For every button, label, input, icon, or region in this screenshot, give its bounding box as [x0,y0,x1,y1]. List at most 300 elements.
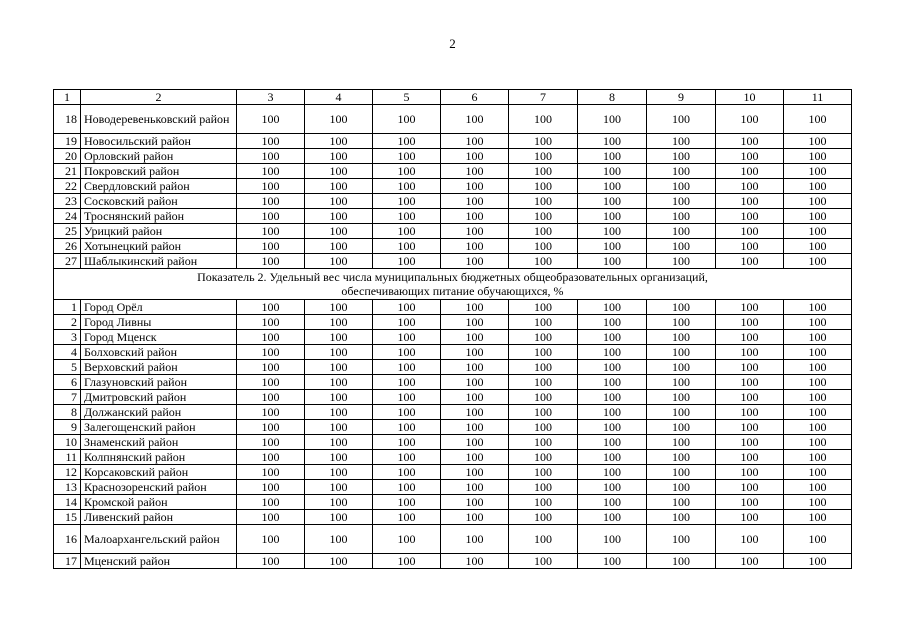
value-cell: 100 [509,254,578,269]
value-cell: 100 [578,224,647,239]
value-cell: 100 [784,345,852,360]
header-row [54,90,852,105]
value-cell: 100 [647,450,716,465]
table-row [54,405,852,420]
value-cell: 100 [647,194,716,209]
value-cell: 100 [305,465,373,480]
municipality-name: Шаблыкинский район [81,254,237,269]
section-heading-row [54,269,852,300]
value-cell: 100 [237,554,305,569]
municipality-name: Залегощенский район [81,420,237,435]
value-cell: 100 [509,179,578,194]
value-cell: 100 [441,375,509,390]
row-number: 13 [54,480,81,495]
value-cell: 100 [373,435,441,450]
value-cell: 100 [373,330,441,345]
table-row [54,239,852,254]
municipality-name: Мценский район [81,554,237,569]
value-cell: 100 [305,345,373,360]
header-cell: 4 [305,90,373,105]
value-cell: 100 [647,315,716,330]
municipality-name: Болховский район [81,345,237,360]
value-cell: 100 [784,330,852,345]
value-cell: 100 [784,149,852,164]
value-cell: 100 [509,390,578,405]
header-cell: 6 [441,90,509,105]
value-cell: 100 [373,450,441,465]
municipality-name: Сосковский район [81,194,237,209]
value-cell: 100 [305,239,373,254]
value-cell: 100 [305,179,373,194]
table-row [54,224,852,239]
value-cell: 100 [237,164,305,179]
value-cell: 100 [373,224,441,239]
value-cell: 100 [509,315,578,330]
value-cell: 100 [237,254,305,269]
table-row [54,194,852,209]
value-cell: 100 [716,465,784,480]
value-cell: 100 [305,405,373,420]
value-cell: 100 [373,510,441,525]
value-cell: 100 [373,480,441,495]
value-cell: 100 [578,179,647,194]
value-cell: 100 [716,330,784,345]
value-cell: 100 [647,345,716,360]
value-cell: 100 [509,465,578,480]
municipality-name: Город Орёл [81,300,237,315]
row-number: 15 [54,510,81,525]
value-cell: 100 [373,149,441,164]
value-cell: 100 [578,554,647,569]
value-cell: 100 [647,360,716,375]
municipality-name: Город Ливны [81,315,237,330]
value-cell: 100 [237,105,305,134]
value-cell: 100 [784,254,852,269]
value-cell: 100 [441,300,509,315]
value-cell: 100 [305,375,373,390]
municipality-name: Урицкий район [81,224,237,239]
municipality-name: Глазуновский район [81,375,237,390]
municipality-name: Малоархангельский район [81,525,237,554]
value-cell: 100 [578,435,647,450]
value-cell: 100 [373,375,441,390]
municipality-name: Колпнянский район [81,450,237,465]
value-cell: 100 [509,450,578,465]
value-cell: 100 [716,420,784,435]
value-cell: 100 [647,480,716,495]
municipality-name: Краснозоренский район [81,480,237,495]
value-cell: 100 [784,179,852,194]
value-cell: 100 [716,194,784,209]
value-cell: 100 [784,375,852,390]
value-cell: 100 [784,209,852,224]
header-cell: 5 [373,90,441,105]
value-cell: 100 [578,209,647,224]
value-cell: 100 [716,149,784,164]
header-cell: 2 [81,90,237,105]
row-number: 27 [54,254,81,269]
value-cell: 100 [784,405,852,420]
value-cell: 100 [373,554,441,569]
value-cell: 100 [647,420,716,435]
value-cell: 100 [578,164,647,179]
value-cell: 100 [373,254,441,269]
value-cell: 100 [578,149,647,164]
value-cell: 100 [441,390,509,405]
value-cell: 100 [305,254,373,269]
row-number: 21 [54,164,81,179]
value-cell: 100 [647,300,716,315]
value-cell: 100 [578,375,647,390]
municipality-name: Новодеревеньковский район [81,105,237,134]
value-cell: 100 [578,420,647,435]
value-cell: 100 [441,360,509,375]
value-cell: 100 [647,134,716,149]
value-cell: 100 [237,224,305,239]
value-cell: 100 [578,254,647,269]
value-cell: 100 [509,330,578,345]
value-cell: 100 [441,134,509,149]
table-row [54,420,852,435]
value-cell: 100 [305,149,373,164]
table-row [54,164,852,179]
municipality-name: Троснянский район [81,209,237,224]
value-cell: 100 [578,315,647,330]
row-number: 1 [54,300,81,315]
value-cell: 100 [441,239,509,254]
value-cell: 100 [237,450,305,465]
value-cell: 100 [237,315,305,330]
table-row [54,149,852,164]
table-row [54,360,852,375]
value-cell: 100 [237,405,305,420]
value-cell: 100 [716,315,784,330]
row-number: 18 [54,105,81,134]
value-cell: 100 [578,360,647,375]
value-cell: 100 [784,164,852,179]
value-cell: 100 [237,375,305,390]
value-cell: 100 [373,209,441,224]
value-cell: 100 [578,465,647,480]
value-cell: 100 [305,224,373,239]
value-cell: 100 [647,105,716,134]
value-cell: 100 [716,450,784,465]
value-cell: 100 [441,105,509,134]
value-cell: 100 [578,330,647,345]
value-cell: 100 [716,360,784,375]
value-cell: 100 [509,194,578,209]
value-cell: 100 [441,345,509,360]
value-cell: 100 [305,300,373,315]
value-cell: 100 [578,300,647,315]
value-cell: 100 [647,510,716,525]
value-cell: 100 [784,315,852,330]
row-number: 2 [54,315,81,330]
value-cell: 100 [509,525,578,554]
header-cell: 7 [509,90,578,105]
value-cell: 100 [716,134,784,149]
value-cell: 100 [716,405,784,420]
value-cell: 100 [441,495,509,510]
value-cell: 100 [373,495,441,510]
row-number: 25 [54,224,81,239]
table-row [54,465,852,480]
value-cell: 100 [237,239,305,254]
section-heading-line: обеспечивающих питание обучающихся, % [341,284,564,298]
table-row [54,179,852,194]
value-cell: 100 [509,209,578,224]
value-cell: 100 [373,525,441,554]
value-cell: 100 [509,300,578,315]
value-cell: 100 [237,179,305,194]
value-cell: 100 [305,194,373,209]
value-cell: 100 [237,420,305,435]
value-cell: 100 [578,525,647,554]
value-cell: 100 [305,420,373,435]
table-row [54,450,852,465]
value-cell: 100 [305,360,373,375]
section-heading-line: Показатель 2. Удельный вес числа муниципальных бюджетных общеобразовательных организаций, [197,270,708,284]
value-cell: 100 [647,224,716,239]
table-row [54,554,852,569]
value-cell: 100 [305,164,373,179]
value-cell: 100 [784,224,852,239]
value-cell: 100 [373,179,441,194]
value-cell: 100 [647,465,716,480]
value-cell: 100 [441,525,509,554]
value-cell: 100 [784,420,852,435]
value-cell: 100 [373,345,441,360]
row-number: 14 [54,495,81,510]
value-cell: 100 [784,239,852,254]
value-cell: 100 [578,239,647,254]
value-cell: 100 [441,179,509,194]
value-cell: 100 [237,194,305,209]
value-cell: 100 [373,405,441,420]
value-cell: 100 [373,360,441,375]
value-cell: 100 [441,554,509,569]
header-cell: 3 [237,90,305,105]
municipality-name: Хотынецкий район [81,239,237,254]
value-cell: 100 [373,315,441,330]
value-cell: 100 [578,450,647,465]
value-cell: 100 [373,134,441,149]
value-cell: 100 [509,164,578,179]
value-cell: 100 [716,390,784,405]
value-cell: 100 [305,495,373,510]
value-cell: 100 [509,239,578,254]
municipality-name: Новосильский район [81,134,237,149]
row-number: 9 [54,420,81,435]
value-cell: 100 [716,375,784,390]
value-cell: 100 [647,179,716,194]
value-cell: 100 [509,224,578,239]
value-cell: 100 [373,300,441,315]
value-cell: 100 [509,435,578,450]
value-cell: 100 [237,330,305,345]
municipality-name: Корсаковский район [81,465,237,480]
value-cell: 100 [441,224,509,239]
table-row [54,134,852,149]
value-cell: 100 [441,420,509,435]
row-number: 20 [54,149,81,164]
value-cell: 100 [305,510,373,525]
value-cell: 100 [237,510,305,525]
value-cell: 100 [237,300,305,315]
value-cell: 100 [509,510,578,525]
header-cell: 11 [784,90,852,105]
value-cell: 100 [716,480,784,495]
value-cell: 100 [237,360,305,375]
value-cell: 100 [647,390,716,405]
row-number: 26 [54,239,81,254]
value-cell: 100 [716,300,784,315]
value-cell: 100 [784,510,852,525]
value-cell: 100 [237,149,305,164]
value-cell: 100 [373,420,441,435]
page-number: 2 [449,36,456,51]
value-cell: 100 [647,330,716,345]
municipality-name: Верховский район [81,360,237,375]
value-cell: 100 [441,330,509,345]
value-cell: 100 [716,510,784,525]
row-number: 4 [54,345,81,360]
value-cell: 100 [237,345,305,360]
value-cell: 100 [509,134,578,149]
row-number: 7 [54,390,81,405]
header-cell: 8 [578,90,647,105]
value-cell: 100 [305,330,373,345]
value-cell: 100 [509,149,578,164]
value-cell: 100 [716,239,784,254]
value-cell: 100 [578,345,647,360]
value-cell: 100 [305,480,373,495]
value-cell: 100 [578,105,647,134]
value-cell: 100 [237,435,305,450]
value-cell: 100 [784,390,852,405]
municipality-name: Должанский район [81,405,237,420]
municipality-name: Дмитровский район [81,390,237,405]
value-cell: 100 [373,194,441,209]
value-cell: 100 [716,179,784,194]
value-cell: 100 [578,390,647,405]
value-cell: 100 [441,315,509,330]
value-cell: 100 [716,254,784,269]
value-cell: 100 [509,405,578,420]
value-cell: 100 [784,465,852,480]
table-row [54,300,852,315]
value-cell: 100 [237,209,305,224]
value-cell: 100 [647,149,716,164]
header-cell: 10 [716,90,784,105]
row-number: 16 [54,525,81,554]
value-cell: 100 [716,345,784,360]
value-cell: 100 [784,360,852,375]
value-cell: 100 [441,465,509,480]
municipality-name: Ливенский район [81,510,237,525]
value-cell: 100 [441,149,509,164]
row-number: 3 [54,330,81,345]
value-cell: 100 [305,209,373,224]
value-cell: 100 [237,465,305,480]
table-row [54,390,852,405]
value-cell: 100 [716,554,784,569]
value-cell: 100 [373,164,441,179]
table-row [54,105,852,134]
municipality-name: Знаменский район [81,435,237,450]
value-cell: 100 [305,525,373,554]
table-row [54,330,852,345]
value-cell: 100 [716,435,784,450]
table-row [54,525,852,554]
row-number: 5 [54,360,81,375]
value-cell: 100 [441,164,509,179]
value-cell: 100 [784,300,852,315]
value-cell: 100 [784,525,852,554]
value-cell: 100 [237,134,305,149]
section-heading [54,269,852,300]
municipality-name: Орловский район [81,149,237,164]
table-row [54,345,852,360]
value-cell: 100 [509,105,578,134]
value-cell: 100 [509,375,578,390]
table-row [54,254,852,269]
value-cell: 100 [784,495,852,510]
value-cell: 100 [441,510,509,525]
header-cell: 9 [647,90,716,105]
value-cell: 100 [784,134,852,149]
row-number: 24 [54,209,81,224]
value-cell: 100 [237,495,305,510]
value-cell: 100 [784,105,852,134]
row-number: 22 [54,179,81,194]
value-cell: 100 [647,209,716,224]
value-cell: 100 [647,375,716,390]
value-cell: 100 [305,435,373,450]
table-row [54,435,852,450]
value-cell: 100 [647,525,716,554]
value-cell: 100 [716,209,784,224]
value-cell: 100 [509,495,578,510]
value-cell: 100 [716,495,784,510]
value-cell: 100 [509,360,578,375]
row-number: 23 [54,194,81,209]
value-cell: 100 [784,480,852,495]
value-cell: 100 [509,420,578,435]
row-number: 11 [54,450,81,465]
value-cell: 100 [305,315,373,330]
value-cell: 100 [441,194,509,209]
indicator-table [53,89,852,569]
value-cell: 100 [373,105,441,134]
value-cell: 100 [784,450,852,465]
value-cell: 100 [305,450,373,465]
value-cell: 100 [647,405,716,420]
value-cell: 100 [647,254,716,269]
value-cell: 100 [647,164,716,179]
value-cell: 100 [716,525,784,554]
value-cell: 100 [237,390,305,405]
value-cell: 100 [784,554,852,569]
municipality-name: Свердловский район [81,179,237,194]
value-cell: 100 [784,194,852,209]
value-cell: 100 [373,239,441,254]
value-cell: 100 [647,239,716,254]
value-cell: 100 [441,209,509,224]
table-row [54,495,852,510]
value-cell: 100 [305,390,373,405]
value-cell: 100 [578,134,647,149]
